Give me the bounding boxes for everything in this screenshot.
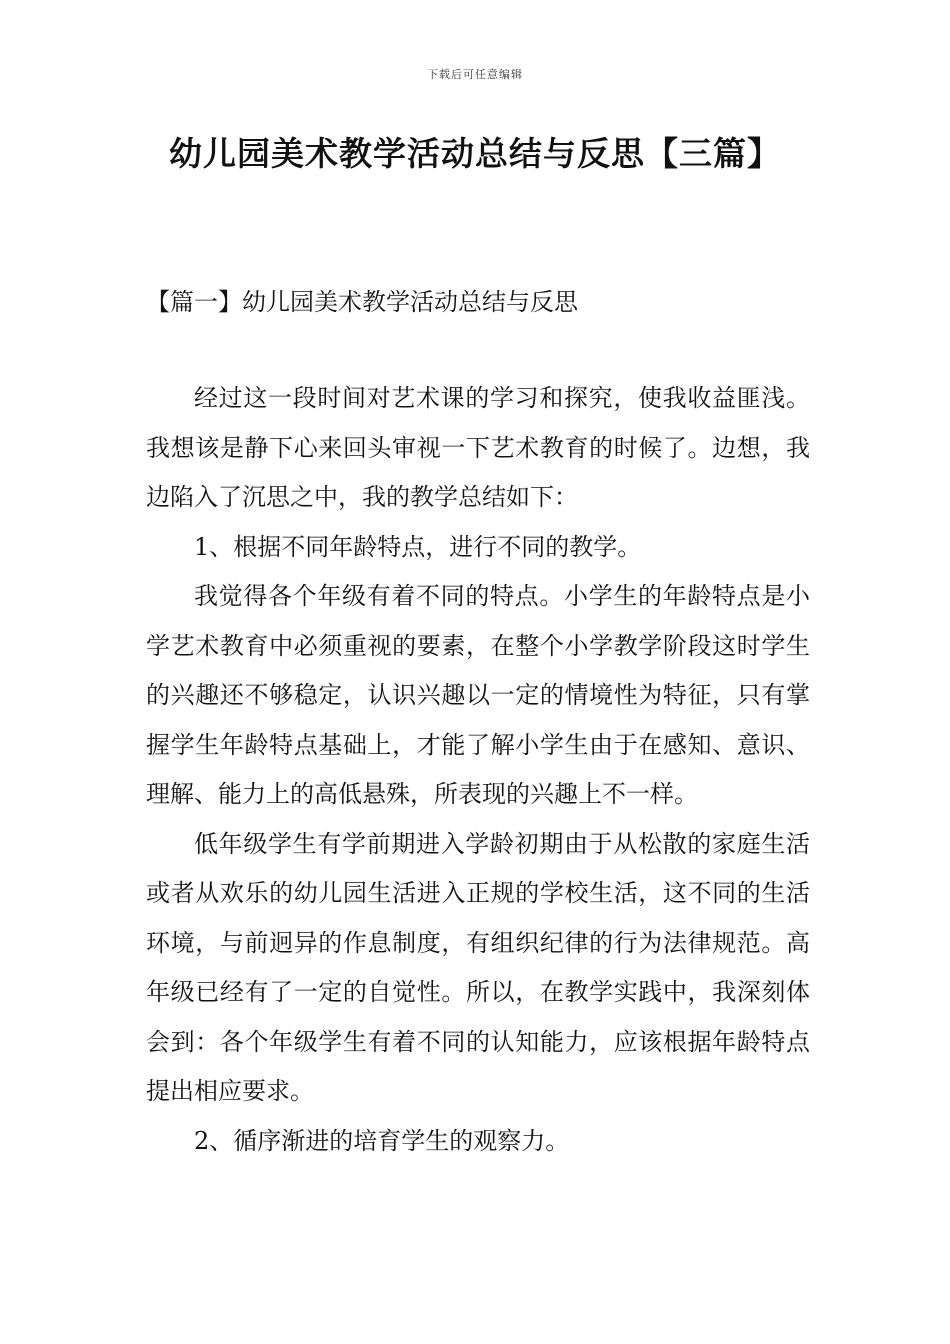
header-note: 下载后可任意编辑 xyxy=(427,68,523,81)
section-heading: 【篇一】幼儿园美术教学活动总结与反思 xyxy=(146,288,578,316)
paragraph-grade-differences: 低年级学生有学前期进入学龄初期由于从松散的家庭生活或者从欢乐的幼儿园生活进入正规的学校生活，这不同的生活环境，与前迥异的作息制度，有组织纪律的行为法律规范。高年级已经有了一定的自觉性。所以，在教学实践中，我深刻体会到：各个年级学生有着不同的认知能力，应该根据年龄特点提出相应要求。 xyxy=(146,829,810,1105)
list-item-1: 1、根据不同年龄特点，进行不同的教学。 xyxy=(194,532,642,561)
paragraph-age-features: 我觉得各个年级有着不同的特点。小学生的年龄特点是小学艺术教育中必须重视的要素，在整个小学教学阶段这时学生的兴趣还不够稳定，认识兴趣以一定的情境性为特征，只有掌握学生年龄特点基础上，才能了解小学生由于在感知、意识、理解、能力上的高低悬殊，所表现的兴趣上不一样。 xyxy=(146,582,810,808)
body-text xyxy=(146,374,810,1166)
paragraph-intro: 经过这一段时间对艺术课的学习和探究，使我收益匪浅。我想该是静下心来回头审视一下艺术教育的时候了。边想，我边陷入了沉思之中，我的教学总结如下： xyxy=(146,384,810,511)
list-item-2: 2、循序渐进的培育学生的观察力。 xyxy=(194,1126,570,1155)
document-title: 幼儿园美术教学活动总结与反思【三篇】 xyxy=(169,134,781,173)
